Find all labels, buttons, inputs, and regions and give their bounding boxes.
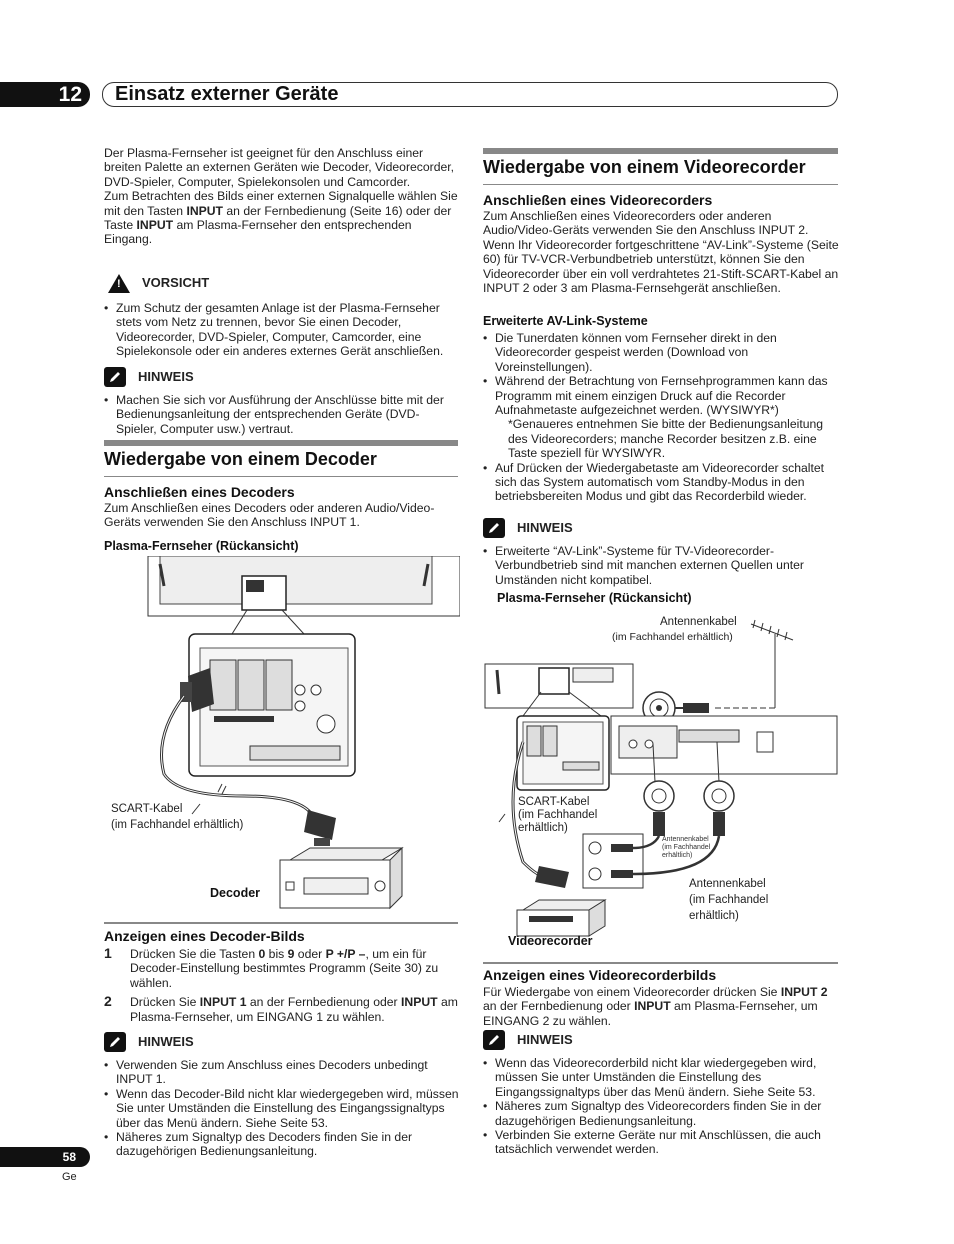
decoder-scart-sublabel: (im Fachhandel erhältlich) [111, 819, 244, 831]
note-heading: HINWEIS [483, 518, 839, 538]
antenna-cable-label: Antennenkabel [660, 616, 737, 628]
vcr-connection-diagram [483, 612, 839, 942]
note-item: • Näheres zum Signaltyp des Decoders finden Sie in der dazugehörigen Bedienungsanleitung. [104, 1130, 413, 1159]
note-heading: HINWEIS [104, 367, 460, 387]
note-heading: HINWEIS [483, 1030, 839, 1050]
note-icon [483, 1030, 505, 1050]
section-rule [104, 922, 458, 924]
page-number: 58 [0, 1147, 90, 1167]
step-1: 1 Drücken Sie die Tasten 0 bis 9 oder P +/P –, um ein für Decoder-Einstellung bestimmtes Programm (Seite 30) zu wählen. [104, 945, 439, 990]
note-icon [104, 1032, 126, 1052]
decoder-connect-text: Zum Anschließen eines Decoders oder anderen Audio/Video-Geräts verwenden Sie den Anschluss INPUT 1. [104, 501, 435, 530]
note-item: • Machen Sie sich vor Ausführung der Anschlüsse bitte mit der Bedienungsanleitung der entsprechenden Geräte (DVD-Spieler, Computer usw.) vertraut. [104, 393, 444, 436]
decoder-show-title: Anzeigen eines Decoder-Bilds [104, 928, 305, 944]
step-2: 2 Drücken Sie INPUT 1 an der Fernbedienung oder INPUT am Plasma-Fernseher, um EINGANG 1 zu wählen. [104, 993, 458, 1024]
intro-paragraph-1: Der Plasma-Fernseher ist geeignet für den Anschluss einer breiten Palette an externen Geräten wie Decoder, Videorecorder, DVD-Spieler, Computer, Spielekonsolen und Camcorder. [104, 146, 455, 189]
note-block-vcr-2 [483, 1030, 839, 1157]
vcr-show-title: Anzeigen eines Videorecorderbilds [483, 967, 717, 983]
vcr-connect-title: Anschließen eines Videorecorders [483, 192, 713, 208]
section-rule [483, 184, 838, 185]
note-item: • Näheres zum Signaltyp des Videorecorders finden Sie in der dazugehörigen Bedienungsanleitung. [483, 1099, 822, 1128]
caution-block [104, 274, 458, 359]
vcr-device-label: Videorecorder [508, 934, 593, 948]
note-icon [483, 518, 505, 538]
note-heading: HINWEIS [104, 1032, 460, 1052]
avlink-list [483, 331, 839, 504]
vcr-connect-text: Zum Anschließen eines Videorecorders oder anderen Audio/Video-Geräts verwenden Sie den Anschluss INPUT 2. Wenn Ihr Videorecorder fortgeschrittene “AV-Link”-Systeme (Seite 60) für TV-VCR-Verbundbetrieb unterstützt, können Sie den Videorecorder über ein voll verdrahtetes 21-Stift-SCART-Kabel an INPUT 2 oder 3 am Plasma-Fernsehgerät anschließen. [483, 209, 839, 296]
decoder-diagram-title: Plasma-Fernseher (Rückansicht) [104, 539, 299, 553]
avlink-title: Erweiterte AV-Link-Systeme [483, 314, 648, 328]
decoder-connection-diagram [104, 556, 460, 912]
section-rule [104, 476, 458, 477]
intro-paragraph-2: Zum Betrachten des Bilds einer externen Signalquelle wählen Sie mit den Tasten INPUT an der Fernbedienung (Seite 16) oder der Taste INPUT am Plasma-Fernseher den entsprechenden Eingang. [104, 189, 458, 247]
note-item: • Erweiterte “AV-Link”-Systeme für TV-Videorecorder-Verbundbetrieb sind mit manchen externen Quellen unter Umständen nicht kompatibel. [483, 544, 804, 587]
vcr-section-title: Wiedergabe von einem Videorecorder [483, 157, 806, 177]
decoder-steps [104, 946, 460, 1024]
caution-heading: ! VORSICHT [108, 274, 458, 293]
decoder-section-title: Wiedergabe von einem Decoder [104, 449, 377, 469]
section-bar [483, 148, 838, 154]
note-block-decoder [104, 1032, 460, 1159]
antenna-cable-label-2: Antennenkabel (im Fachhandel erhältlich) [689, 878, 769, 922]
avlink-item: • Während der Betrachtung von Fernsehprogrammen kann das Programm mit einem einzigen Druck auf die Recorder Aufnahmetaste aufgezeichnet werden. (WYSIWYR*) [483, 374, 828, 418]
section-bar [104, 440, 458, 446]
chapter-title: Einsatz externer Geräte [102, 82, 838, 107]
note-item: • Verwenden Sie zum Anschluss eines Decoders unbedingt INPUT 1. [104, 1058, 428, 1087]
antenna-small-label: Antennenkabel (im Fachhandel erhältlich) [662, 836, 711, 859]
note-item: • Wenn das Decoder-Bild nicht klar wiedergegeben wird, müssen Sie unter Umständen die Einstellung des Eingangssignaltyps über das Menü ändern. Siehe Seite 53. [104, 1086, 459, 1130]
decoder-connect-title: Anschließen eines Decoders [104, 484, 295, 500]
page-language: Ge [62, 1171, 77, 1183]
antenna-cable-sublabel: (im Fachhandel erhältlich) [612, 631, 733, 643]
avlink-item: • Die Tunerdaten können vom Fernseher direkt in den Videorecorder gespeist werden (Download von Voreinstellungen). [483, 331, 777, 374]
avlink-item: • Auf Drücken der Wiedergabetaste am Videorecorder schaltet sich das System automatisch vom Standby-Modus in den betriebsbereiten Modus und gibt das Recorderbild wieder. [483, 460, 825, 504]
avlink-footnote: *Genaueres entnehmen Sie bitte der Bedienungsanleitung des Videorecorders; manche Recorder besitzen z.B. eine Taste speziell für WYSIWYR. [508, 417, 824, 461]
decoder-scart-label: SCART-Kabel [111, 803, 183, 815]
note-block-vcr [483, 518, 839, 587]
vcr-diagram-title: Plasma-Fernseher (Rückansicht) [497, 591, 692, 605]
intro-block [104, 146, 459, 247]
vcr-show-text: Für Wiedergabe von einem Videorecorder drücken Sie INPUT 2 an der Fernbedienung oder INPUT am Plasma-Fernseher, um EINGANG 2 zu wählen. [483, 985, 828, 1028]
vcr-scart-label: SCART-Kabel (im Fachhandel erhältlich) [518, 796, 598, 834]
note-item: • Verbinden Sie externe Geräte nur mit Anschlüssen, die auch tatsächlich verwendet werden. [483, 1128, 821, 1157]
decoder-device-label: Decoder [210, 886, 261, 900]
chapter-number: 12 [0, 82, 90, 107]
note-block-1 [104, 367, 460, 436]
note-item: • Wenn das Videorecorderbild nicht klar wiedergegeben wird, müssen Sie unter Umständen die Einstellung des Eingangssignaltyps über das Menü ändern. Siehe Seite 53. [483, 1056, 817, 1099]
section-rule [483, 962, 838, 964]
warning-icon: ! [108, 274, 130, 293]
note-icon [104, 367, 126, 387]
caution-item: • Zum Schutz der gesamten Anlage ist der Plasma-Fernseher stets vom Netz zu trennen, bevor Sie einen Decoder, Videorecorder, DVD-Spieler, Computer, Camcorder, eine Spielekonsole oder ein anderes externes Gerät anschließen. [104, 301, 444, 359]
